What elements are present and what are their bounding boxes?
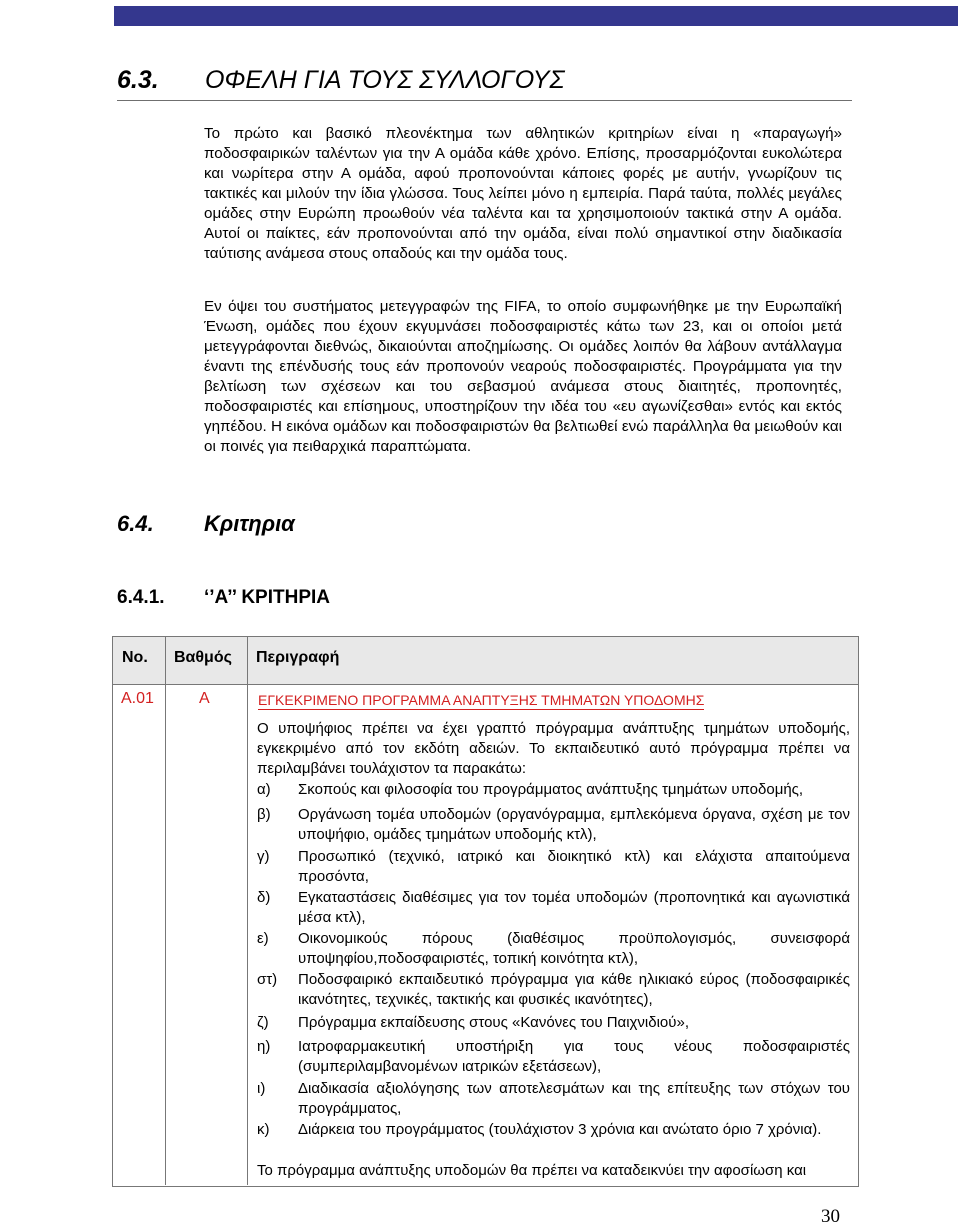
list-text: Οικονομικούς πόρους (διαθέσιμος προϋπολογισμός, συνεισφορά υποψηφίου,ποδοσφαιριστές, τοπική κοινότητα κτλ), (298, 930, 850, 967)
criteria-number: 6.4.1. (117, 587, 165, 608)
list-text: Διαδικασία αξιολόγησης των αποτελεσμάτων και της επίτευξης των στόχων του προγράμματος, (298, 1080, 850, 1117)
paragraph-2: Εν όψει του συστήματος μετεγγραφών της FIFA, το οποίο συμφωνήθηκε με την Ευρωπαϊκή Ένωση, ομάδες που έχουν εκγυμνάσει ποδοσφαιριστές κάτω των 23, και οι οποίοι μετά μετεγγράφονται διεθνώς, δικαιούνται αποζημίωσης. Οι ομάδες λοιπόν θα λάβουν αντάλλαγμα έναντι της επένδυσής τους εάν προπονούν νεαρούς ποδοσφαιριστές. Προγράμματα για την βελτίωση των σχέσεων και του σεβασμού ανάμεσα στους διαιτητές, προπονητές, ποδοσφαιριστές και επίσημους, υποστηρίζουν την ιδέα του «ευ αγωνίζεσθαι» εντός και εκτός γηπέδου. Η εικόνα ομάδων και ποδοσφαιριστών θα βελτιωθεί ενώ παράλληλα θα μειωθούν και οι ποινές για πειθαρχικά παραπτώματα. (204, 298, 842, 455)
row-title: ΕΓΚΕΚΡΙΜΕΝΟ ΠΡΟΓΡΑΜΜΑ ΑΝΑΠΤΥΞΗΣ ΤΜΗΜΑΤΩΝ ΥΠΟΔΟΜΗΣ (258, 692, 705, 708)
list-text: Οργάνωση τομέα υποδομών (οργανόγραμμα, εμπλεκόμενα όργανα, σχέση με τον υποψήφιο, ομάδες τμημάτων υποδομής κτλ), (298, 806, 850, 843)
column-divider (165, 637, 166, 1185)
paragraph-1: Το πρώτο και βασικό πλεονέκτημα των αθλητικών κριτηρίων είναι η «παραγωγή» ποδοσφαιρικών ταλέντων για την Α ομάδα κάθε χρόνο. Επίσης, προσαρμόζονται ευκολώτερα και νωρίτερα στην Α ομάδα, αφού προπονούνται κάποιες φορές με αυτήν, γνωρίζουν τις τακτικές και μιλούν την ίδια γλώσσα. Τους λείπει μόνο η εμπειρία. Παρά ταύτα, πολλές μεγάλες ομάδες στην Ευρώπη προωθούν νέα ταλέντα και τα χρησιμοποιούν τακτικά στην Α ομάδα. Αυτοί οι παίκτες, εάν προπονούνται από την ομάδα, είναι πολύ σημαντικοί στην διαδικασία ταύτισης ανάμεσα στους οπαδούς και την ομάδα τους. (204, 125, 842, 262)
list-marker: κ) (257, 1121, 270, 1138)
list-item (257, 1079, 850, 1119)
subsection-number: 6.4. (117, 511, 154, 536)
row-number: Α.01 (121, 690, 154, 707)
list-marker: ζ) (257, 1014, 269, 1031)
list-item (257, 847, 850, 887)
list-item (257, 1120, 850, 1140)
list-item (257, 888, 850, 928)
row-intro: Ο υποψήφιος πρέπει να έχει γραπτό πρόγραμμα ανάπτυξης τμημάτων υποδομής, εγκεκριμένο από τον εκδότη αδειών. Το εκπαιδευτικό αυτό πρόγραμμα πρέπει να περιλαμβάνει τουλάχιστον τα παρακάτω: (257, 720, 850, 777)
section-title: ΟΦΕΛΗ ΓΙΑ ΤΟΥΣ ΣΥΛΛΟΓΟΥΣ (205, 66, 565, 94)
list-text: Διάρκεια του προγράμματος (τουλάχιστον 3 χρόνια και ανώτατο όριο 7 χρόνια). (298, 1121, 822, 1138)
list-item (257, 1037, 850, 1077)
subsection-heading (117, 511, 295, 537)
table-header-row (113, 637, 858, 685)
list-marker: ι) (257, 1080, 266, 1097)
criteria-title: ‘’Α’’ ΚΡΙΤΗΡΙΑ (204, 587, 330, 608)
subsection-title: Κριτηρια (204, 511, 295, 536)
list-item (257, 1013, 850, 1033)
list-text: Σκοπούς και φιλοσοφία του προγράμματος ανάπτυξης τμημάτων υποδομής, (298, 781, 804, 798)
list-marker: στ) (257, 971, 278, 988)
section-heading (117, 66, 852, 101)
top-banner-bar (114, 6, 958, 26)
row-grade: Α (199, 690, 210, 707)
list-marker: γ) (257, 848, 270, 865)
list-marker: α) (257, 781, 271, 798)
list-text: Εγκαταστάσεις διαθέσιμες για τον τομέα υποδομών (προπονητικά και αγωνιστικά μέσα κτλ), (298, 889, 850, 926)
list-marker: δ) (257, 889, 271, 906)
list-item (257, 970, 850, 1010)
header-no: No. (122, 649, 148, 666)
list-text: Ιατροφαρμακευτική υποστήριξη για τους νέους ποδοσφαιριστές (συμπεριλαμβανομένων ιατρικών εξετάσεων), (298, 1038, 850, 1075)
list-marker: ε) (257, 930, 269, 947)
header-grade: Βαθμός (174, 649, 232, 666)
list-marker: β) (257, 806, 271, 823)
list-item (257, 929, 850, 969)
column-divider (247, 637, 248, 1185)
header-description: Περιγραφή (256, 649, 340, 666)
list-text: Πρόγραμμα εκπαίδευσης στους «Κανόνες του Παιχνιδιού», (298, 1014, 689, 1031)
row-footer-text: Το πρόγραμμα ανάπτυξης υποδομών θα πρέπει να καταδεικνύει την αφοσίωση και (257, 1162, 807, 1179)
list-text: Ποδοσφαιρικό εκπαιδευτικό πρόγραμμα για κάθε ηλικιακό εύρος (ποδοσφαιρικές ικανότητες, τεχνικές, τακτικής και φυσικές ικανότητες), (298, 971, 850, 1008)
criteria-table (112, 636, 859, 1187)
criteria-heading (117, 587, 330, 609)
list-item (257, 780, 850, 800)
section-number: 6.3. (117, 66, 159, 94)
list-marker: η) (257, 1038, 271, 1055)
list-text: Προσωπικό (τεχνικό, ιατρικό και διοικητικό κτλ) και ελάχιστα απαιτούμενα προσόντα, (298, 848, 850, 885)
list-item (257, 805, 850, 845)
page-number: 30 (821, 1206, 840, 1227)
